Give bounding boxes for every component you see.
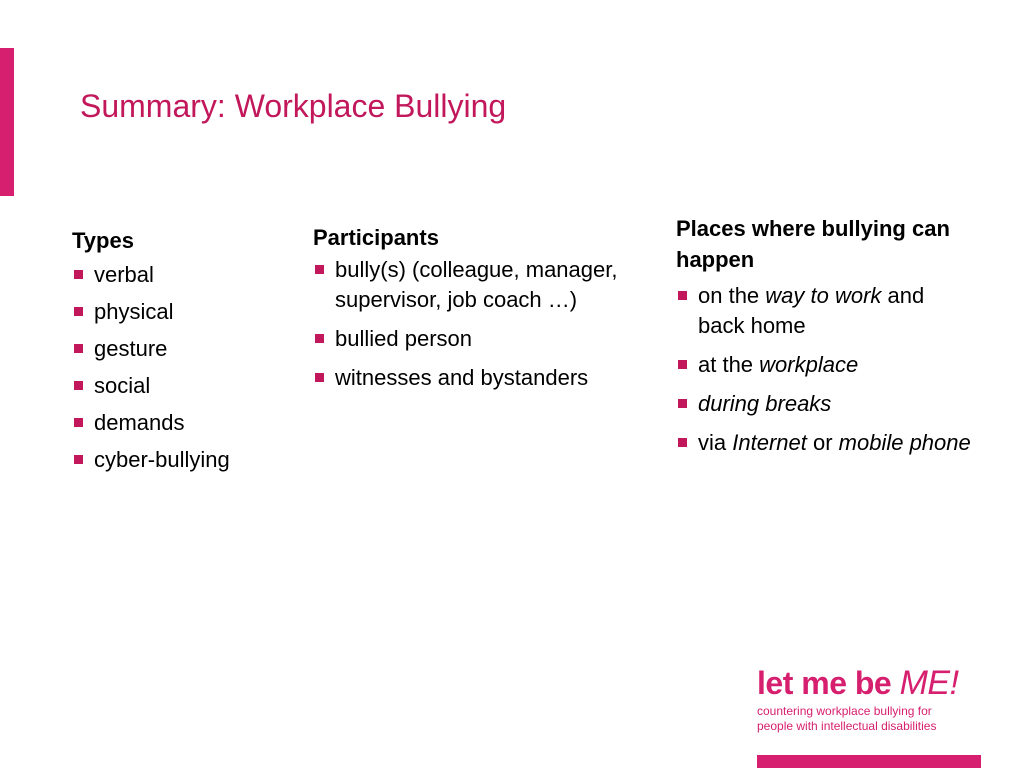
list-item: physical — [72, 297, 292, 327]
types-heading: Types — [72, 228, 134, 253]
square-bullet-icon — [74, 270, 83, 279]
list-item: witnesses and bystanders — [313, 363, 633, 393]
participants-column — [313, 222, 633, 402]
slide-title: Summary: Workplace Bullying — [80, 88, 507, 124]
participants-list — [313, 255, 633, 393]
square-bullet-icon — [315, 334, 324, 343]
square-bullet-icon — [74, 307, 83, 316]
square-bullet-icon — [678, 399, 687, 408]
list-item: bully(s) (colleague, manager, supervisor, job coach …) — [313, 255, 633, 315]
list-item: on the way to work and back home — [676, 281, 976, 341]
square-bullet-icon — [74, 381, 83, 390]
square-bullet-icon — [74, 455, 83, 464]
places-list — [676, 281, 976, 458]
square-bullet-icon — [315, 265, 324, 274]
list-item: during breaks — [676, 389, 976, 419]
list-item: social — [72, 371, 292, 401]
participants-heading: Participants — [313, 225, 439, 250]
types-list — [72, 260, 292, 475]
bottom-accent-bar — [757, 755, 981, 768]
accent-bar — [0, 48, 14, 196]
logo-tagline: countering workplace bullying for people with intellectual disabilities — [757, 704, 937, 733]
list-item: at the workplace — [676, 350, 976, 380]
logo — [757, 664, 982, 734]
square-bullet-icon — [74, 344, 83, 353]
places-column — [676, 213, 976, 467]
square-bullet-icon — [74, 418, 83, 427]
square-bullet-icon — [678, 438, 687, 447]
places-heading: Places where bullying can happen — [676, 216, 950, 272]
square-bullet-icon — [315, 373, 324, 382]
list-item: cyber-bullying — [72, 445, 292, 475]
list-item: verbal — [72, 260, 292, 290]
list-item: via Internet or mobile phone — [676, 428, 976, 458]
list-item: gesture — [72, 334, 292, 364]
logo-wordmark: let me be ME! — [757, 664, 959, 702]
types-column — [72, 225, 292, 482]
list-item: demands — [72, 408, 292, 438]
square-bullet-icon — [678, 360, 687, 369]
square-bullet-icon — [678, 291, 687, 300]
list-item: bullied person — [313, 324, 633, 354]
